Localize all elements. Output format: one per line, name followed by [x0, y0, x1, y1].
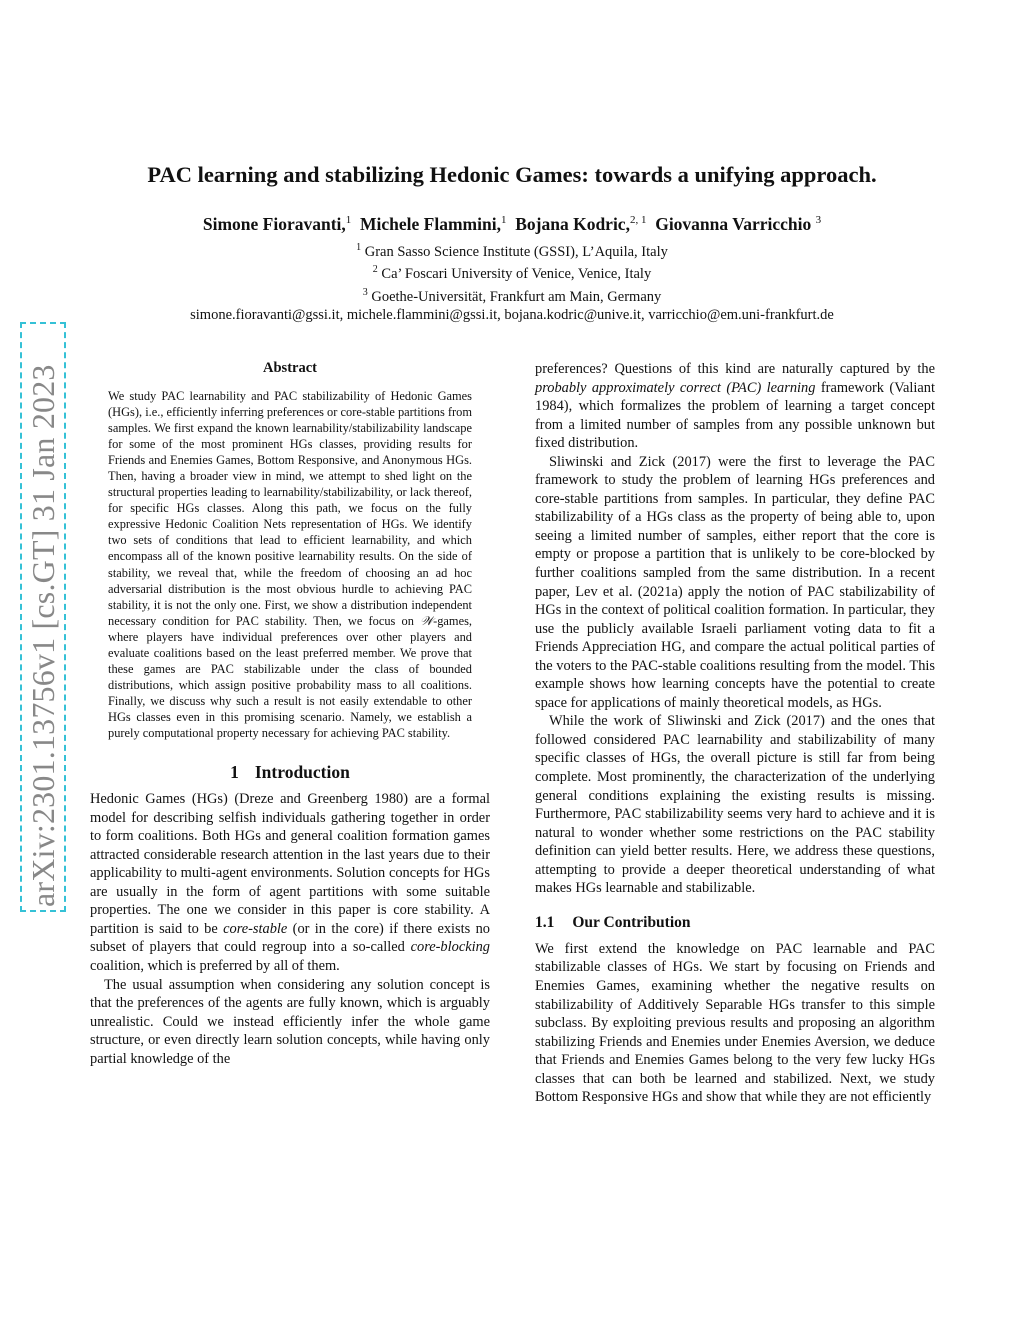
intro-paragraph-3: preferences? Questions of this kind are naturally captured by the probably approximately correct (PAC) learning framework (Valiant 1984), which formalizes the problem of learning a target concept from a limited number of samples from any possible unknown but fixed distribution. — [535, 361, 935, 452]
author-1: Simone Fioravanti,$^1$ — [202, 213, 352, 234]
intro-paragraph-1: Hedonic Games (HGs) (Dreze and Greenberg 1980) are a formal model for describing selfish individuals gathering together in order to form coalitions. Both HGs and general coalition formation games attracted considerable research attention in the last years due to their applicability to multi-agent environments. Solution concepts for HGs are usually in the form of agent partitions with some suitable properties. The one we consider in this paper is core stability. A partition is said to be core-stable (or in the core) if there exists no subset of players that could regroup into a so-called core-blocking coalition, which is preferred by all of them. — [90, 791, 490, 974]
section-heading-introduction: 1 Introduction — [230, 762, 350, 783]
author-list — [90, 207, 934, 237]
affiliations — [90, 239, 934, 324]
author-4: Giovanna Varricchio $^3$ — [655, 213, 822, 234]
left-column — [90, 358, 490, 1068]
abstract-text: We study PAC learnability and PAC stabilizability of Hedonic Games (HGs), i.e., efficiently inferring preferences or core-stable partitions from samples. We first expand the known learnability/stabilizability landscape for some of the most prominent HGs classes, providing results for Friends and Enemies Games, Bottom Responsive, and Anonymous HGs. Then, having a broader view in mind, we attempt to shed light on the structural properties leading to learnability/stabilizability, or lack thereof, for specific HGs classes. Along this path, we focus on the fully expressive Hedonic Coalition Nets representation of HGs. We identify two sets of conditions that lead to efficient learnability, and which encompass all of the known positive learnability results. On the side of stability, we reveal that, while the freedom of choosing an ad hoc adversarial distribution is the most obvious hurdle to achieving PAC stability, it is not the only one. First, we show a distribution independent necessary condition for PAC stability. Then, we focus on 𝒲-games, where players have individual preferences over other players and evaluate coalitions based on the least preferred member. We prove that these games are PAC stabilizable under the class of bounded distributions, which assign positive probability mass to all coalitions. Finally, we discuss why such a result is not easily extendable to other HGs classes even in this promising scenario. Namely, we establish a purely computational property necessary for achieving PAC stability. — [108, 389, 472, 740]
affiliation-3: $^3$ Goethe-Universität, Frankfurt am Main, Germany — [362, 286, 662, 305]
arxiv-identifier: arXiv:2301.13756v1 [cs.GT] 31 Jan 2023 — [25, 364, 61, 907]
author-emails: simone.fioravanti@gssi.it, michele.flammini@gssi.it, bojana.kodric@unive.it, varricchio@em.uni-frankfurt.de — [190, 306, 834, 323]
right-column — [535, 360, 935, 1107]
author-3: Bojana Kodric,$^{2, 1}$ — [515, 213, 647, 234]
intro-paragraph-5: While the work of Sliwinski and Zick (2017) and the ones that followed considered PAC learnability and stabilizability of many specific classes of HGs, the overall picture is still far from being complete. Most prominently, the characterization of the underlying general conditions explaining the existing results is missing. Furthermore, PAC stabilizability seems very hard to achieve and it is natural to wonder whether some restrictions on the PAC stability definition can yield better results. Here, we address these questions, attempting to provide a deeper theoretical understanding of what makes HGs learnable and stabilizable. — [535, 713, 935, 897]
intro-paragraph-4: Sliwinski and Zick (2017) were the first to leverage the PAC framework to study the problem of learning HGs preferences and core-stable partitions from samples. In particular, they define PAC stabilizability of a HGs class as the property of being able to, upon seeing a limited number of samples, either report that the core is empty or propose a partition that is unlikely to be core-blocked by further coalitions sampled from the same distribution. In a recent paper, Lev et al. (2021a) apply the notion of PAC stabilizability of HGs in the context of political coalition formation. In particular, they use the publicly available Israeli parliament voting data to fit a Friends Appreciation HG, and compare the actual political parties of the voters to the PAC-stable coalitions resulting from the model. This example shows how learning concepts have the potential to create space for applications of mainly theoretical models, as HGs. — [535, 453, 935, 711]
contribution-paragraph-1: We first extend the knowledge on PAC learnable and PAC stabilizable classes of HGs. We start by focusing on Friends and Enemies Games, examining whether the negative results on stabilizability of Additively Separable HGs transfer to this simple subclass. By exploiting previous results and proposing an algorithm stabilizing Friends and Enemies under Enemies Aversion, we deduce that Friends and Enemies Games belong to the very few lucky HGs classes that can both be learned and stabilized. Next, we study Bottom Responsive HGs and show that while they are not efficiently — [535, 940, 935, 1106]
w-games-symbol: 𝒲 — [420, 613, 434, 628]
paper-title: PAC learning and stabilizing Hedonic Games: towards a unifying approach. — [147, 162, 877, 187]
abstract-heading: Abstract — [263, 360, 317, 376]
affiliation-1: $^1$ Gran Sasso Science Institute (GSSI), L’Aquila, Italy — [356, 242, 668, 260]
subsection-heading-contribution: 1.1 Our Contribution — [535, 913, 691, 931]
affiliation-2: $^2$ Ca’ Foscari University of Venice, Venice, Italy — [372, 264, 652, 283]
intro-paragraph-2: The usual assumption when considering any solution concept is that the preferences of the agents are fully known, which is arguably unrealistic. Could we instead efficiently infer the whole game structure, or even directly learn solution concepts, while having only partial knowledge of the — [90, 976, 490, 1067]
author-2: Michele Flammini,$^1$ — [360, 213, 507, 234]
